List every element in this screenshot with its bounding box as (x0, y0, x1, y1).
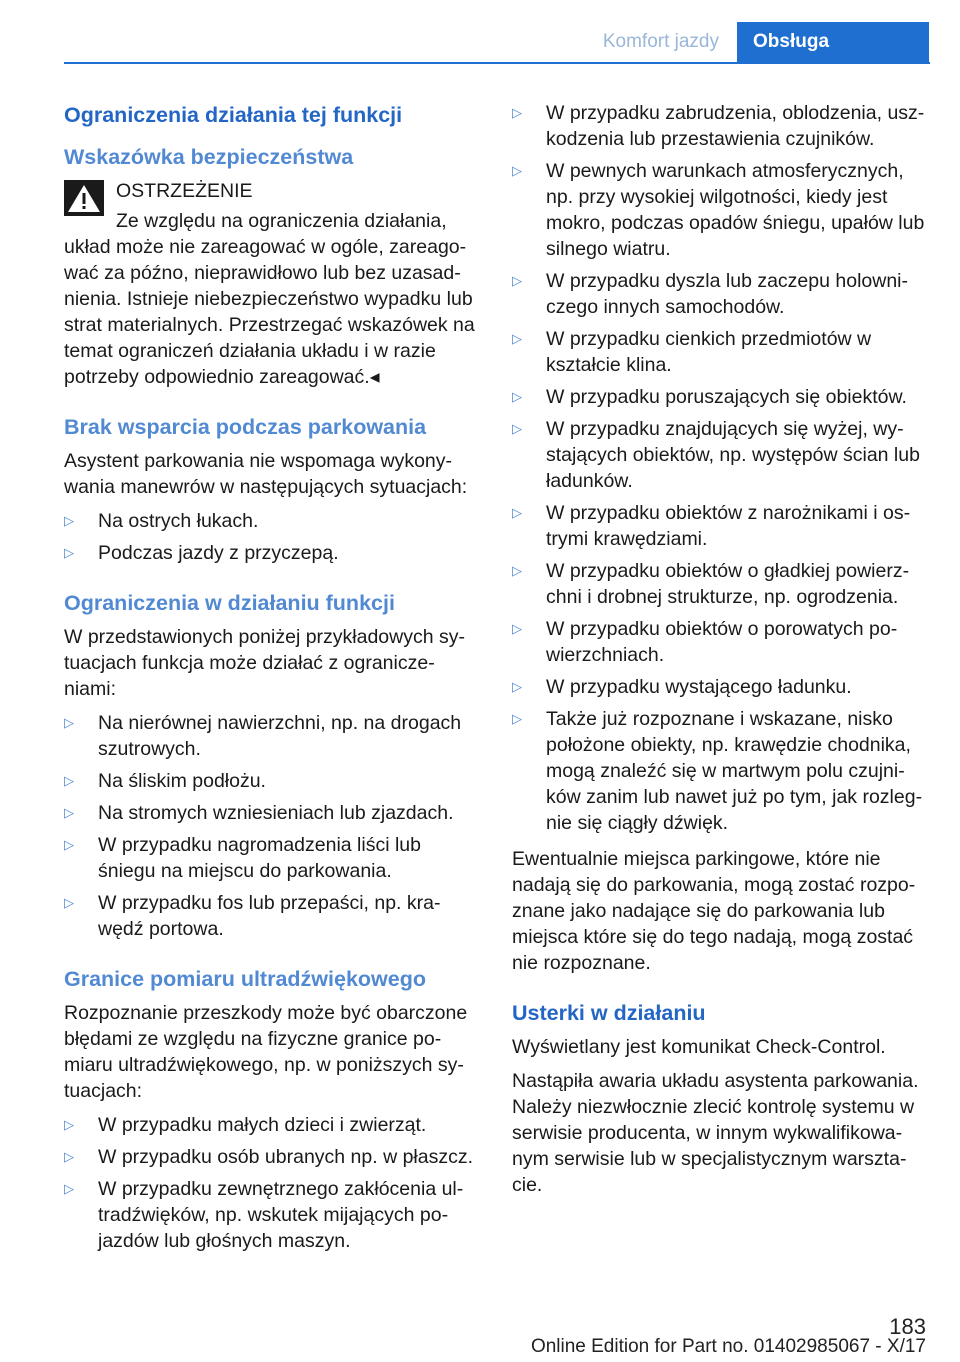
list-item: ▷ Na śliskim podłożu. (64, 770, 266, 792)
triangle-right-icon: ▷ (64, 1149, 74, 1164)
list-item: ▷ Na stromych wzniesieniach lub zjazdach. (64, 802, 454, 824)
warning-text: Ze względu na ograniczenia działania, układ może nie zareagować w ogóle, zareagować za późno, nieprawidłowo lub bez uzasadnienia. Istnieje niebezpieczeństwo wypadku lub strat materialnych. Przestrzegać wskazówek na temat ograniczeń działania układu i w razie potrzeby odpowiednio zareagować.◂ (64, 210, 475, 388)
right-column (512, 100, 928, 1206)
triangle-right-icon: ▷ (64, 805, 74, 820)
page-number: 183 (889, 1314, 926, 1339)
safety-heading: Wskazówka bezpieczeństwa (64, 145, 354, 169)
triangle-right-icon: ▷ (64, 715, 74, 730)
parking-text: Asystent parkowania nie wspomaga wykonywania manewrów w następujących sytuacjach: (64, 450, 468, 498)
warning-triangle-icon (64, 180, 104, 216)
warning-title: OSTRZEŻENIE (116, 180, 253, 202)
header-section-label: Komfort jazdy (602, 31, 719, 52)
list-item: ▷ W przypadku znajdujących się wyżej, wystających obiektów, np. występów ścian lub ładunków. (512, 418, 920, 492)
triangle-right-icon: ▷ (64, 1181, 74, 1196)
limits-text: W przedstawionych poniżej przykładowych sytuacjach funkcja może działać z ograniczeniami: (64, 626, 465, 700)
list-item: ▷ W przypadku zewnętrznego zakłócenia ultradźwięków, np. wskutek mijających pojazdów lub głośnych maszyn. (64, 1178, 464, 1252)
list-item: ▷ W przypadku dyszla lub zaczepu holowniczego innych samochodów. (512, 270, 909, 318)
triangle-right-icon: ▷ (64, 837, 74, 852)
triangle-right-icon: ▷ (64, 1117, 74, 1132)
parking-heading: Brak wsparcia podczas parkowania (64, 415, 427, 439)
triangle-right-icon: ▷ (64, 895, 74, 910)
list-item: ▷ W przypadku cienkich przedmiotów w kształcie klina. (512, 328, 872, 376)
list-item: ▷ W przypadku zabrudzenia, oblodzenia, uszkodzenia lub przestawienia czujników. (512, 102, 925, 150)
triangle-right-icon: ▷ (512, 621, 522, 636)
fault-heading: Usterki w działaniu (512, 1001, 706, 1025)
header-active-tab[interactable]: Obsługa (737, 22, 929, 62)
triangle-right-icon: ▷ (64, 773, 74, 788)
list-item: ▷ W przypadku fos lub przepaści, np. krawędź portowa. (64, 892, 441, 940)
list-item: ▷ W przypadku małych dzieci i zwierząt. (64, 1114, 427, 1136)
parking-spaces-note: Ewentualnie miejsca parkingowe, które nie nadają się do parkowania, mogą zostać rozpoznane jako nadające się do parkowania lub miejsca które się do tego nadają, mogą zostać nie rozpoznane. (512, 848, 916, 974)
list-item: ▷ W przypadku obiektów o porowatych powierzchniach. (512, 618, 898, 666)
ultrasound-text: Rozpoznanie przeszkody może być obarczone błędami ze względu na fizyczne granice pomiaru ultradźwiękowego, np. w poniższych sytuacjach: (64, 1002, 468, 1102)
triangle-right-icon: ▷ (512, 421, 522, 436)
fault-text-1: Wyświetlany jest komunikat Check-Control. (512, 1036, 886, 1058)
list-item: ▷ Na nierównej nawierzchni, np. na drogach szutrowych. (64, 712, 462, 760)
ultrasound-heading: Granice pomiaru ultradźwiękowego (64, 967, 426, 991)
list-item: ▷ W pewnych warunkach atmosferycznych, np. przy wysokiej wilgotności, kiedy jest mokro, podczas opadów śniegu, upałów lub silnego wiatru. (512, 160, 925, 260)
list-item: ▷ W przypadku obiektów z narożnikami i ostrymi krawędziami. (512, 502, 911, 550)
triangle-right-icon: ▷ (512, 505, 522, 520)
limits-heading: Ograniczenia w działaniu funkcji (64, 591, 395, 615)
list-item: ▷ Na ostrych łukach. (64, 510, 259, 532)
list-item: ▷ W przypadku obiektów o gładkiej powierzchni i drobnej strukturze, np. ogrodzenia. (512, 560, 910, 608)
parking-list (64, 508, 476, 566)
triangle-right-icon: ▷ (512, 389, 522, 404)
list-item: ▷ W przypadku wystającego ładunku. (512, 676, 852, 698)
triangle-right-icon: ▷ (64, 545, 74, 560)
list-item: ▷ Także już rozpoznane i wskazane, nisko położone obiekty, np. krawędzie chodnika, mogą znaleźć się w martwym polu czujników zanim lub nawet już po tym, jak rozlegnie się ciągły dźwięk. (512, 708, 923, 834)
triangle-right-icon: ▷ (512, 273, 522, 288)
triangle-right-icon: ▷ (512, 679, 522, 694)
triangle-right-icon: ▷ (512, 331, 522, 346)
triangle-right-icon: ▷ (512, 163, 522, 178)
list-item: ▷ W przypadku poruszających się obiektów. (512, 386, 907, 408)
triangle-right-icon: ▷ (512, 711, 522, 726)
warning-block (64, 178, 476, 390)
triangle-right-icon: ▷ (512, 105, 522, 120)
edition-note: Online Edition for Part no. 01402985067 - X/17 (530, 1336, 926, 1357)
ultrasound-list (64, 1112, 476, 1254)
list-item: ▷ Podczas jazdy z przyczepą. (64, 542, 339, 564)
triangle-right-icon: ▷ (512, 563, 522, 578)
list-item: ▷ W przypadku osób ubranych np. w płaszcz. (64, 1146, 474, 1168)
fault-text-2: Nastąpiła awaria układu asystenta parkowania. Należy niezwłocznie zlecić kontrolę systemu w serwisie producenta, w innym wykwalifikowanym serwisie lub w specjalistycznym warsztacie. (512, 1070, 919, 1196)
conditions-list (512, 100, 928, 836)
triangle-right-icon: ▷ (64, 513, 74, 528)
list-item: ▷ W przypadku nagromadzenia liści lub śniegu na miejscu do parkowania. (64, 834, 421, 882)
section-heading: Ograniczenia działania tej funkcji (64, 103, 403, 127)
limits-list (64, 710, 476, 942)
left-column (64, 100, 476, 1264)
header-rule (64, 62, 930, 64)
